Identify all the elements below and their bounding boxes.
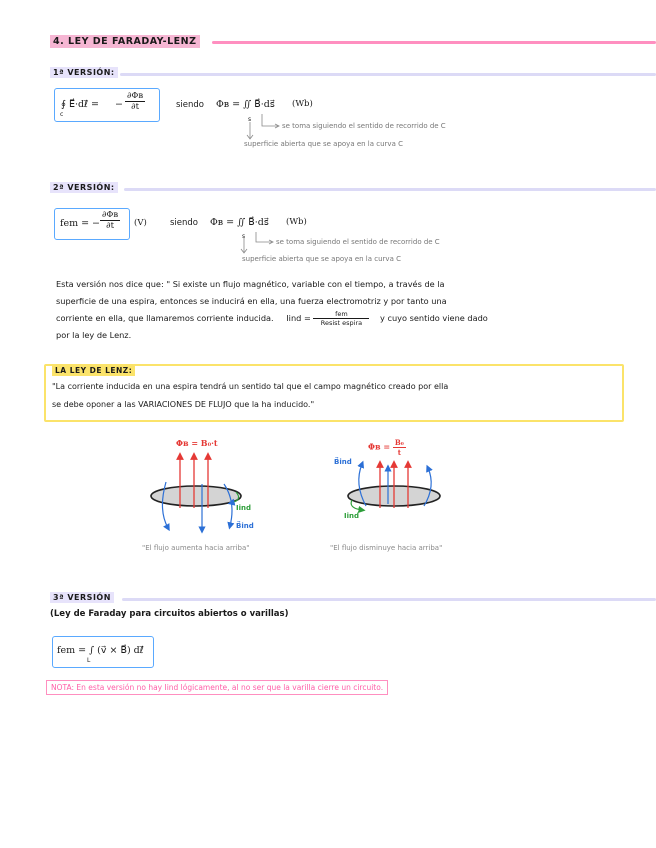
- v3-equation-box: [52, 636, 154, 668]
- section-divider: [212, 41, 656, 44]
- version2-header: 2ª VERSIÓN:: [50, 183, 118, 192]
- v1-sub-s: s: [248, 116, 252, 123]
- v1-phi-definition: Φв = ∬ B⃗·ds⃗: [216, 99, 275, 110]
- v1-minus: −: [115, 99, 123, 110]
- v2-unit-volts: (V): [134, 218, 147, 228]
- v2-sub-s: s: [242, 233, 246, 240]
- v1-sub-c: c: [60, 111, 64, 118]
- v3-sub-l: L: [87, 657, 91, 664]
- v1-lhs: ∮ E⃗·dℓ⃗ =: [61, 99, 99, 110]
- v1-note-sense: se toma siguiendo el sentido de recorrido de C: [282, 122, 446, 130]
- lenz-statement: "La corriente inducida en una espira tendrá un sentido tal que el campo magnético creado por ella se debe oponer a las VARIACIONES DE FLUJO que la ha inducido.": [52, 382, 449, 409]
- left-phi-label: Φв = B₀·t: [176, 438, 218, 448]
- v3-note-box: NOTA: En esta versión no hay Iind lógicamente, al no ser que la varilla cierre un circuito.: [46, 680, 388, 695]
- lenz-law-box: [44, 364, 624, 422]
- right-caption: "El flujo disminuye hacia arriba": [330, 544, 443, 552]
- left-iind-label: Iind: [236, 504, 251, 512]
- v1-note-surface: superficie abierta que se apoya en la curva C: [244, 140, 403, 148]
- version2-divider: [124, 188, 656, 191]
- version1-header: 1ª VERSIÓN:: [50, 68, 118, 77]
- figure-flux-increasing: [140, 430, 280, 540]
- paragraph-line-2: superficie de una espira, entonces se inducirá en ella, una fuerza electromotriz y por tanto una: [56, 296, 447, 306]
- version3-divider: [122, 598, 656, 601]
- right-phi-label: Φв = $\frac{\text{B₀}}{t}$: [368, 438, 404, 457]
- faraday-paragraph: [56, 276, 616, 344]
- left-bind-label: B⃗ind: [236, 522, 254, 530]
- v2-phi-unit: (Wb): [286, 217, 307, 227]
- v1-siendo: siendo: [176, 100, 205, 110]
- version3-header: 3ª VERSIÓN: [50, 593, 114, 602]
- figure-flux-decreasing: [332, 430, 462, 530]
- v2-siendo: siendo: [170, 218, 199, 228]
- paragraph-line-3: corriente en ella, que llamaremos corriente inducida. Iind = $\frac{\text{fem}}{\text{Resist espira}}$ y cuyo sentido viene dado: [56, 310, 488, 327]
- v2-lhs: fem =: [60, 218, 90, 229]
- v2-equation-box: [54, 208, 130, 240]
- v2-note-sense: se toma siguiendo el sentido de recorrido de C: [276, 238, 440, 246]
- v3-equation: fem = ∫ (v⃗ × B⃗) dℓ⃗: [57, 645, 144, 656]
- v2-fraction: ∂Φв ∂t: [102, 210, 119, 231]
- lenz-header: LA LEY DE LENZ:: [52, 366, 135, 375]
- version1-divider: [120, 73, 656, 76]
- paragraph-line-1: Esta versión nos dice que: " Si existe un flujo magnético, variable con el tiempo, a través de la: [56, 279, 445, 289]
- version3-subtitle: (Ley de Faraday para circuitos abiertos o varillas): [50, 609, 289, 619]
- paragraph-line-4: por la ley de Lenz.: [56, 330, 132, 340]
- v2-phi-definition: Φв = ∬ B⃗·ds⃗: [210, 217, 269, 228]
- v1-fraction: ∂Φв ∂t: [127, 91, 144, 112]
- v1-equation-box: [54, 88, 160, 122]
- section-title: 4. LEY DE FARADAY-LENZ: [50, 36, 200, 47]
- left-caption: "El flujo aumenta hacia arriba": [142, 544, 250, 552]
- v1-phi-unit: (Wb): [292, 99, 313, 109]
- iind-fraction: $\frac{\text{fem}}{\text{Resist espira}}$: [313, 310, 369, 327]
- v2-note-surface: superficie abierta que se apoya en la curva C: [242, 255, 401, 263]
- v2-minus: −: [92, 218, 100, 229]
- right-iind-label: Iind: [344, 512, 359, 520]
- right-bind-label: B⃗ind: [334, 458, 352, 466]
